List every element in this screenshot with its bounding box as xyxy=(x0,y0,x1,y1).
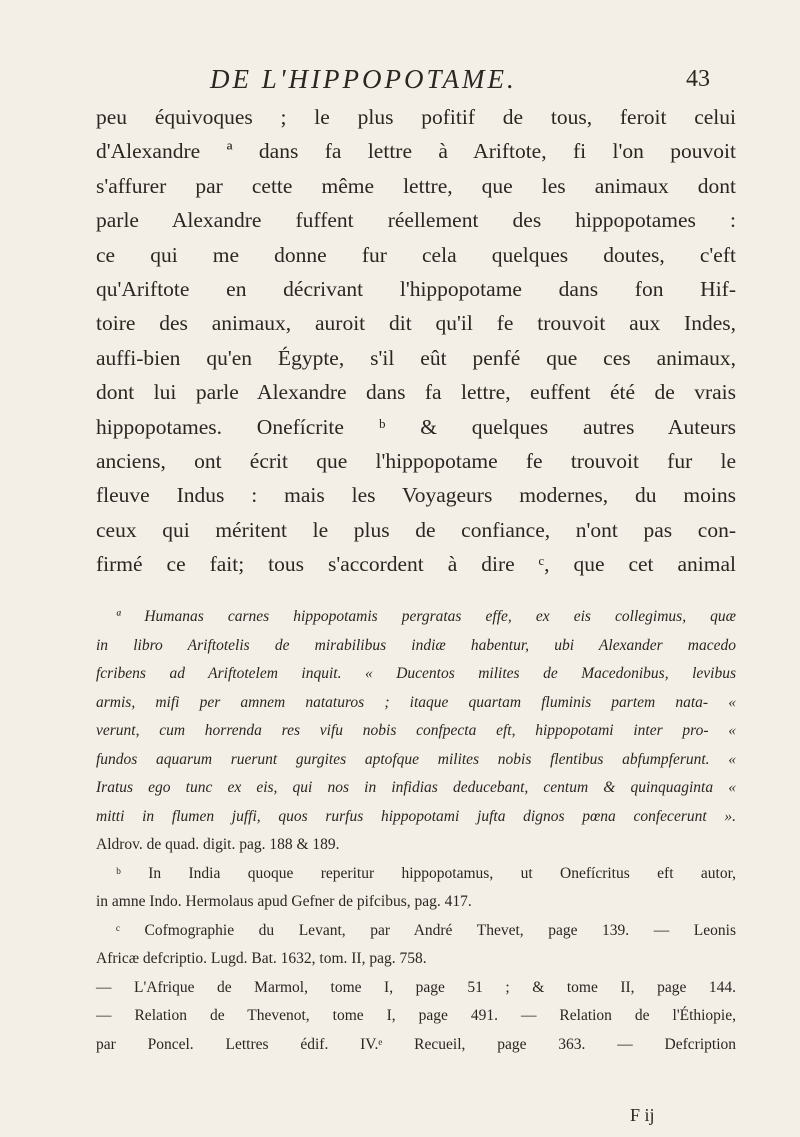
signature-mark: F ij xyxy=(630,1105,655,1125)
page-number: 43 xyxy=(686,66,710,92)
text-line: anciens, ont écrit que l'hippopotame fe trouvoit fur le xyxy=(96,448,736,473)
text-line: firmé ce fait; tous s'accordent à dire ᶜ, que cet animal xyxy=(96,552,736,577)
main-text xyxy=(96,100,736,581)
footnote-line: armis, mifi per amnem nataturos ; itaque quartam fluminis partem nata- « xyxy=(96,693,736,711)
footnote-line: mitti in flumen juffi, quos rurfus hippopotami jufta dignos pœna confecerunt ». xyxy=(96,807,736,825)
footnote-line: ᵇ In India quoque reperitur hippopotamus, ut Onefícritus eft autor, xyxy=(116,864,736,882)
footnotes xyxy=(96,603,736,1059)
footnote-line: ᶜ Cofmographie du Levant, par André Thevet, page 139. — Leonis xyxy=(116,921,736,939)
footnote-line: — L'Afrique de Marmol, tome I, page 51 ; & tome II, page 144. xyxy=(96,978,736,996)
text-line: ceux qui méritent le plus de confiance, n'ont pas con- xyxy=(96,517,736,542)
text-line: hippopotames. Onefícrite ᵇ & quelques autres Auteurs xyxy=(96,414,736,439)
footnote-line: in libro Ariftotelis de mirabilibus indiæ habentur, ubi Alexander macedo xyxy=(96,636,736,654)
text-line: ce qui me donne fur cela quelques doutes, c'eft xyxy=(96,242,736,267)
footnote-line: fcribens ad Ariftotelem inquit. « Ducentos milites de Macedonibus, levibus xyxy=(96,665,736,682)
running-header xyxy=(210,64,710,104)
footnote-line: verunt, cum horrenda res vifu nobis confpecta eft, hippopotami inter pro- « xyxy=(96,722,736,739)
footnote-line: — Relation de Thevenot, tome I, page 491. — Relation de l'Éthiopie, xyxy=(96,1007,736,1024)
text-line: auffi-bien qu'en Égypte, s'il eût penfé que ces animaux, xyxy=(96,345,736,370)
text-line: parle Alexandre fuffent réellement des hippopotames : xyxy=(96,208,736,233)
text-line: qu'Ariftote en décrivant l'hippopotame dans fon Hif- xyxy=(96,276,736,301)
footnote-line: par Poncel. Lettres édif. IV.ᵉ Recueil, page 363. — Defcription xyxy=(96,1035,736,1053)
text-line: s'affurer par cette même lettre, que les animaux dont xyxy=(96,173,736,198)
text-line: dont lui parle Alexandre dans fa lettre, euffent été de vrais xyxy=(96,380,736,405)
text-line: d'Alexandre ª dans fa lettre à Ariftote, fi l'on pouvoit xyxy=(96,139,736,164)
text-line: toire des animaux, auroit dit qu'il fe trouvoit aux Indes, xyxy=(96,311,736,336)
footnote-line: Iratus ego tunc ex eis, qui nos in infidias deducebant, centum & quinquaginta « xyxy=(96,779,736,796)
footnote-line: ª Humanas carnes hippopotamis pergratas effe, ex eis collegimus, quæ xyxy=(116,608,736,625)
footnote-line: fundos aquarum ruerunt gurgites aptofque milites nobis flentibus abfumpferunt. « xyxy=(96,750,736,768)
footnote-line: Aldrov. de quad. digit. pag. 188 & 189. xyxy=(96,836,340,853)
running-title: DE L'HIPPOPOTAME. xyxy=(210,64,517,94)
text-line: fleuve Indus : mais les Voyageurs modernes, du moins xyxy=(96,483,736,508)
text-line: peu équivoques ; le plus pofitif de tous, feroit celui xyxy=(96,105,736,129)
footnote-line: in amne Indo. Hermolaus apud Gefner de pifcibus, pag. 417. xyxy=(96,893,472,910)
footnote-line: Africæ defcriptio. Lugd. Bat. 1632, tom. II, pag. 758. xyxy=(96,950,427,967)
